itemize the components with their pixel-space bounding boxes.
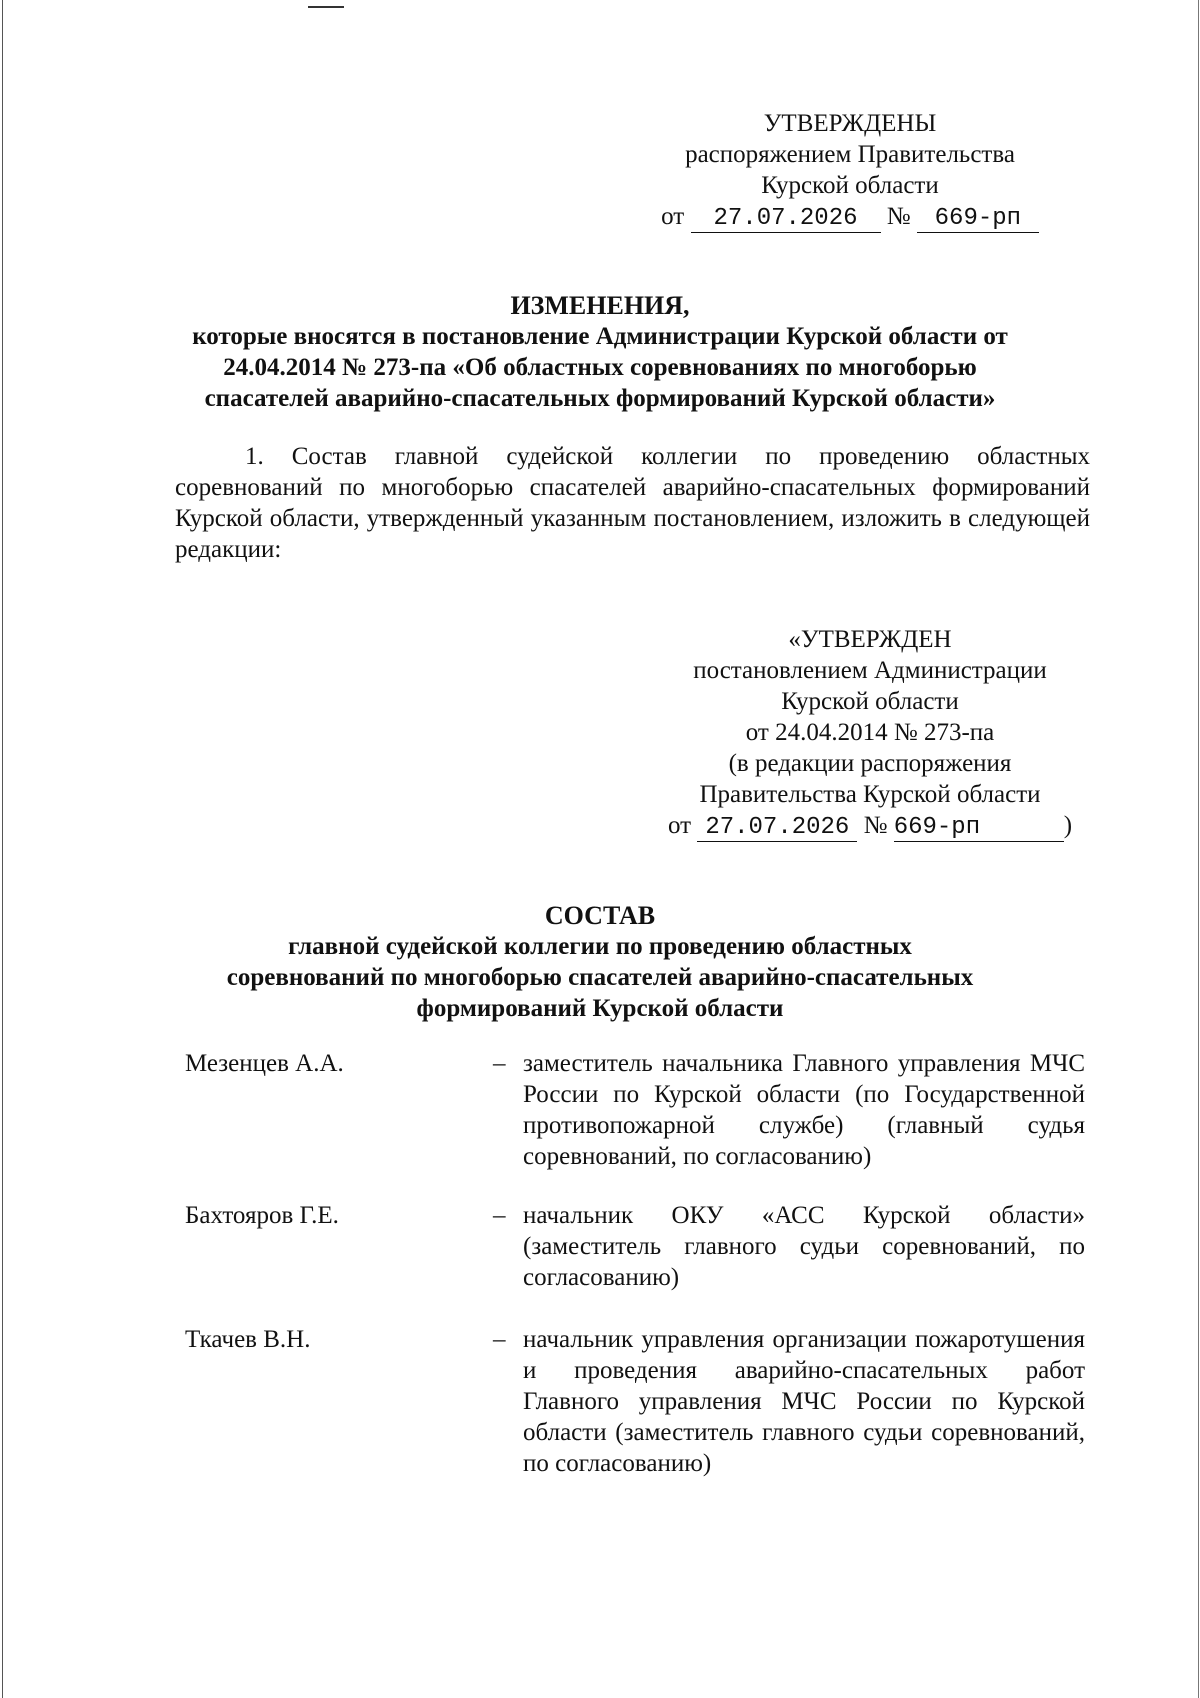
closing-parenthesis: ) (1063, 812, 1073, 839)
number-sign: № (886, 203, 911, 230)
inner-approval-original-date: от 24.04.2014 № 273-па (745, 719, 995, 746)
member-role: начальник управления организации пожаротушения и проведения аварийно-спасательных работ Главного управления МЧС России по Курской области (заместитель главного судьи соревнований, по согласованию) (523, 1326, 1085, 1477)
changes-title: ИЗМЕНЕНИЯ, (510, 291, 690, 320)
approval-authority: распоряжением Правительства (685, 141, 1015, 168)
inner-approval-region: Курской области (781, 688, 959, 715)
composition-heading (150, 900, 1050, 1024)
page-border-left (2, 0, 3, 1698)
inner-approval-edition-authority: Правительства Курской области (699, 781, 1041, 808)
ot-label: от (661, 203, 685, 230)
composition-subtitle-line: соревнований по многоборью спасателей аварийно-спасательных (226, 964, 974, 991)
approval-region: Курской области (761, 172, 939, 199)
member-role: начальник ОКУ «АСС Курской области» (заместитель главного судьи соревнований, по согласованию) (523, 1202, 1085, 1291)
approval-block-top (640, 108, 1060, 233)
composition-subtitle-line: главной судейской коллегии по проведению областных (288, 933, 912, 960)
inner-approval-authority: постановлением Администрации (693, 657, 1047, 684)
approval-block-inner (650, 624, 1090, 842)
number-sign: № (863, 812, 888, 839)
composition-subtitle-line: формирований Курской области (416, 995, 784, 1022)
composition-title: СОСТАВ (544, 901, 656, 930)
scan-mark (308, 6, 344, 8)
changes-subtitle-line: 24.04.2014 № 273-па «Об областных соревнованиях по многоборью (223, 354, 977, 381)
member-dash: – (493, 1202, 506, 1229)
changes-heading (150, 290, 1050, 414)
approval-date-line (640, 201, 1060, 233)
ot-label: от (667, 812, 692, 839)
member-name: Ткачев В.Н. (185, 1326, 311, 1353)
paragraph-1: 1. Состав главной судейской коллегии по проведению областных соревнований по многоборью спасателей аварийно-спасательных формирований Курской области, утвержденный указанным постановлением, изложить в следующей редакции: (175, 443, 1090, 563)
inner-approval-edition: (в редакции распоряжения (728, 750, 1012, 777)
changes-subtitle-line: которые вносятся в постановление Администрации Курской области от (192, 323, 1008, 350)
approval-title: УТВЕРЖДЕНЫ (763, 110, 937, 137)
changes-subtitle-line: спасателей аварийно-спасательных формирований Курской области» (204, 385, 996, 412)
approval-date: 27.07.2026 (691, 206, 881, 233)
page-border-right (1198, 0, 1199, 1698)
inner-approval-date-line (650, 810, 1090, 842)
member-name: Бахтояров Г.Е. (185, 1202, 339, 1229)
member-name: Мезенцев А.А. (185, 1050, 344, 1077)
member-dash: – (493, 1050, 506, 1077)
inner-approval-number: 669-рп (894, 815, 1064, 842)
approval-number: 669-рп (917, 206, 1039, 233)
member-dash: – (493, 1326, 506, 1353)
inner-approval-date: 27.07.2026 (697, 815, 857, 842)
member-role: заместитель начальника Главного управления МЧС России по Курской области (по Государственной противопожарной службе) (главный судья соревнований, по согласованию) (523, 1050, 1085, 1170)
inner-approval-title: «УТВЕРЖДЕН (788, 626, 952, 653)
